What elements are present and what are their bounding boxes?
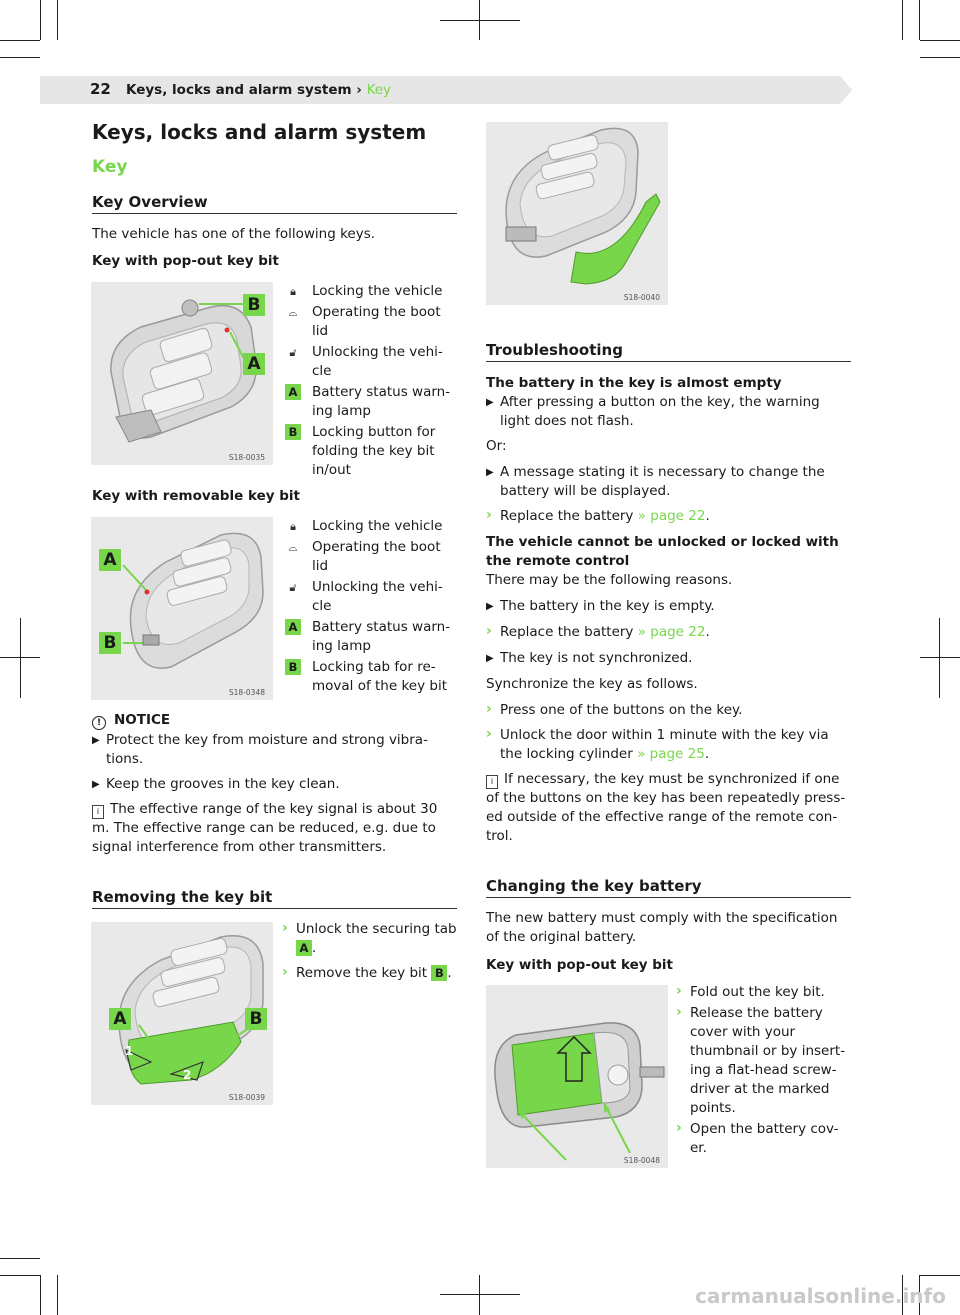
figure-code: S18-0348 <box>228 688 265 697</box>
lock-icon: 🔒︎ <box>290 520 296 533</box>
legend-item: ⌓ Operating the boot lid <box>284 538 456 576</box>
heading-rule <box>92 908 457 909</box>
breadcrumb-section[interactable]: Keys, locks and alarm system <box>126 82 352 98</box>
removing-steps <box>282 920 458 983</box>
triangle-bullet-icon: ▶ <box>486 467 494 478</box>
legend-item: A Battery status warn-ing lamp <box>284 618 456 656</box>
heading-rule <box>486 361 851 362</box>
battery-low-heading: The battery in the key is almost empty <box>486 375 782 391</box>
step-item: › Release the battery cover with your thumbnail or by insert-ing a flat-head screw-driver at the marked points. <box>676 1004 846 1116</box>
step-item: › Open the battery cov-er. <box>676 1120 839 1156</box>
figure-popout-key <box>91 282 273 465</box>
breadcrumb-separator: › <box>356 82 362 98</box>
step-item: › Unlock the securing tab A . <box>282 920 457 956</box>
popout-key-legend <box>284 282 456 482</box>
notice-item: ▶ Keep the grooves in the key clean. <box>92 776 340 792</box>
section-title: Key <box>92 157 128 177</box>
step-item: › Replace the battery » page 22. <box>486 507 710 524</box>
notice-title: ! NOTICE <box>92 711 457 730</box>
figure-key-bit-removed <box>486 122 668 305</box>
chevron-right-icon: › <box>676 1004 682 1020</box>
page-link[interactable]: » page 22 <box>637 624 706 640</box>
chevron-right-icon: › <box>676 1120 682 1136</box>
step-badge: A <box>296 940 312 956</box>
heading-rule <box>486 897 851 898</box>
legend-item: A Battery status warn-ing lamp <box>284 383 456 421</box>
chevron-right-icon: › <box>486 507 492 523</box>
figure-badge: A <box>109 1008 131 1030</box>
figure-code: S18-0048 <box>623 1156 660 1165</box>
lock-icon: 🔒︎ <box>290 285 296 298</box>
key-overview-heading: Key Overview <box>92 193 208 211</box>
chevron-right-icon: › <box>486 623 492 639</box>
chevron-right-icon: › <box>282 920 288 936</box>
battery-cover-illustration <box>486 985 668 1168</box>
reasons-intro: There may be the following reasons. <box>486 572 733 588</box>
bullet-item: ▶ The key is not synchronized. <box>486 650 693 666</box>
chevron-right-icon: › <box>486 701 492 717</box>
notice-box <box>92 711 457 857</box>
cannot-lock-heading: The vehicle cannot be unlocked or locked with the remote control <box>486 534 839 569</box>
figure-code: S18-0039 <box>228 1093 265 1102</box>
chevron-right-icon: › <box>282 964 288 980</box>
figure-code: S18-0035 <box>228 453 265 462</box>
legend-badge: B <box>285 424 301 440</box>
figure-badge: B <box>99 632 121 654</box>
triangle-bullet-icon: ▶ <box>486 653 494 664</box>
figure-step-number: 1 <box>125 1044 134 1058</box>
bullet-item: ▶ The battery in the key is empty. <box>486 598 715 614</box>
removable-key-illustration <box>91 517 273 700</box>
figure-removable-key <box>91 517 273 700</box>
step-item: › Press one of the buttons on the key. <box>486 701 743 718</box>
removing-key-bit-heading: Removing the key bit <box>92 888 273 906</box>
breadcrumb <box>126 82 391 98</box>
legend-item: ⌓ Operating the boot lid <box>284 303 456 341</box>
figure-battery-cover <box>486 985 668 1168</box>
legend-item: 🔓︎ Unlocking the vehi-cle <box>284 578 456 616</box>
boot-icon: ⌓ <box>288 306 298 319</box>
changing-battery-steps <box>676 983 852 1158</box>
legend-item: B Locking tab for re-moval of the key bit <box>284 658 456 696</box>
chevron-right-icon: › <box>486 726 492 742</box>
heading-rule <box>92 213 457 214</box>
figure-code: S18-0040 <box>623 293 660 302</box>
sync-note: i If necessary, the key must be synchronized if one of the buttons on the key has been repeatedly press-ed outside of the effective range of the remote con-trol. <box>486 771 846 844</box>
legend-item: 🔓︎ Unlocking the vehi-cle <box>284 343 456 381</box>
step-item: › Fold out the key bit. <box>676 983 825 1000</box>
key-overview-intro: The vehicle has one of the following keys. <box>92 226 376 242</box>
bullet-item: ▶ After pressing a button on the key, the warning light does not flash. <box>486 394 820 429</box>
legend-badge: B <box>285 659 301 675</box>
step-item: › Replace the battery » page 22. <box>486 623 710 640</box>
troubleshooting-body <box>486 374 852 846</box>
notice-item: ▶ Protect the key from moisture and strong vibra-tions. <box>92 732 428 767</box>
legend-item: B Locking button for folding the key bit in/out <box>284 423 456 480</box>
legend-badge: A <box>285 619 301 635</box>
figure-badge: A <box>99 549 121 571</box>
triangle-bullet-icon: ▶ <box>486 601 494 612</box>
legend-item: 🔒︎ Locking the vehicle <box>284 517 456 536</box>
removable-key-legend <box>284 517 456 698</box>
triangle-bullet-icon: ▶ <box>92 735 100 746</box>
legend-item: 🔒︎ Locking the vehicle <box>284 282 456 301</box>
boot-icon: ⌓ <box>288 541 298 554</box>
step-item: › Unlock the door within 1 minute with the key via the locking cylinder » page 25. <box>486 726 829 762</box>
key-bit-removed-illustration <box>486 122 668 305</box>
figure-badge: A <box>243 353 265 375</box>
changing-battery-heading: Changing the key battery <box>486 877 702 895</box>
changing-popout-heading: Key with pop-out key bit <box>486 957 674 973</box>
page-number: 22 <box>90 80 111 98</box>
notice-icon: ! <box>92 716 106 730</box>
changing-battery-intro: The new battery must comply with the specification of the original battery. <box>486 910 838 945</box>
info-icon: i <box>486 775 498 789</box>
triangle-bullet-icon: ▶ <box>486 397 494 408</box>
popout-key-heading: Key with pop-out key bit <box>92 253 280 269</box>
or-label: Or: <box>486 438 507 454</box>
triangle-bullet-icon: ▶ <box>92 779 100 790</box>
figure-badge: B <box>245 1008 267 1030</box>
figure-badge: B <box>243 294 265 316</box>
breadcrumb-current: Key <box>366 82 392 98</box>
sync-intro: Synchronize the key as follows. <box>486 676 698 692</box>
unlock-icon: 🔓︎ <box>289 581 297 594</box>
header-bar-tip <box>840 76 852 104</box>
removable-key-heading: Key with removable key bit <box>92 488 300 504</box>
chapter-title: Keys, locks and alarm system <box>92 120 427 144</box>
info-icon: i <box>92 805 104 819</box>
watermark: carmanualsonline.info <box>695 1284 946 1308</box>
figure-step-number: 2 <box>183 1068 192 1082</box>
unlock-icon: 🔓︎ <box>289 346 297 359</box>
page-link[interactable]: » page 22 <box>637 508 706 524</box>
page-link[interactable]: » page 25 <box>637 746 705 762</box>
chevron-right-icon: › <box>676 983 682 999</box>
step-item: › Remove the key bit B . <box>282 964 452 981</box>
figure-remove-key-bit <box>91 922 273 1105</box>
legend-badge: A <box>285 384 301 400</box>
step-badge: B <box>431 965 447 981</box>
bullet-item: ▶ A message stating it is necessary to change the battery will be displayed. <box>486 464 825 499</box>
troubleshooting-heading: Troubleshooting <box>486 341 623 359</box>
info-note: i The effective range of the key signal is about 30 m. The effective range can be reduced, e.g. due to signal interference from other transmitters. <box>92 801 438 855</box>
